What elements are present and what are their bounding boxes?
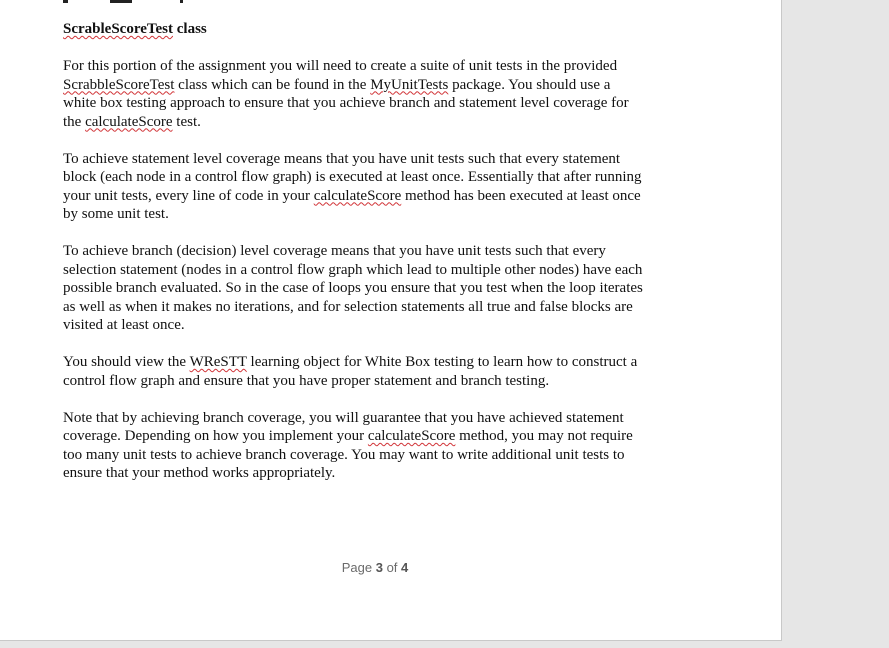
- text-line: [63, 409, 688, 428]
- section-heading: [63, 20, 688, 39]
- page-footer: [0, 560, 750, 575]
- text-line: [63, 261, 688, 280]
- text-run: white box testing approach to ensure that you achieve branch and statement level coverage for: [63, 95, 629, 111]
- misspelled-word: MyUnitTests: [370, 76, 449, 93]
- text-run: package. You should use a: [448, 76, 611, 93]
- text-run: method has been executed at least once: [401, 187, 641, 204]
- previous-line-fragment: [110, 0, 132, 3]
- text-run: learning object for White Box testing to learn how to construct a: [246, 354, 638, 370]
- document-body[interactable]: [63, 20, 688, 501]
- text-line: [63, 316, 688, 335]
- text-run: too many unit tests to achieve branch coverage. You may want to write additional unit tests to: [63, 446, 625, 463]
- text-run: coverage. Depending on how you implement your: [63, 428, 368, 444]
- text-run: the: [63, 113, 86, 130]
- text-run: control flow graph and ensure that you have proper statement and branch testing.: [63, 372, 550, 389]
- paragraph-4: [63, 353, 688, 390]
- text-run: by some unit test.: [63, 206, 169, 222]
- misspelled-word: calculateScore: [367, 428, 456, 444]
- paragraph-3: [63, 242, 688, 335]
- text-line: [63, 427, 688, 446]
- text-line: [63, 113, 688, 132]
- text-line: [63, 372, 688, 391]
- text-run: ensure that your method works appropriately.: [63, 465, 336, 481]
- text-run: Note that by achieving branch coverage, you will guarantee that you have achieved statement: [63, 409, 624, 426]
- text-line: [63, 94, 688, 113]
- text-run: For this portion of the assignment you will need to create a suite of unit tests in the provided: [63, 58, 618, 74]
- paragraph-5: [63, 409, 688, 483]
- current-page-number: 3: [375, 560, 383, 575]
- text-run: your unit tests, every line of code in your: [63, 187, 314, 204]
- text-run: possible branch evaluated. So in the case of loops you ensure that you test when the loop iterates: [63, 280, 643, 296]
- misspelled-word: calculateScore: [313, 187, 402, 204]
- misspelled-word: ScrabbleScoreTest: [63, 76, 175, 93]
- text-run: selection statement (nodes in a control flow graph which lead to multiple other nodes) have each: [63, 261, 643, 278]
- page-label: Page: [341, 560, 373, 575]
- text-run: class which can be found in the: [174, 76, 371, 93]
- text-run: To achieve branch (decision) level coverage means that you have unit tests such that every: [63, 243, 606, 259]
- paragraph-1: [63, 57, 688, 131]
- total-pages-number: 4: [401, 560, 409, 575]
- text-run: visited at least once.: [63, 317, 185, 333]
- text-line: [63, 353, 688, 372]
- text-line: [63, 279, 688, 298]
- paragraphs-container: [63, 57, 688, 483]
- text-line: [63, 150, 688, 169]
- text-line: [63, 205, 688, 224]
- misspelled-word: calculateScore: [85, 113, 173, 130]
- paragraph-2: [63, 150, 688, 224]
- text-run: You should view the: [63, 354, 190, 370]
- previous-line-fragment: [180, 0, 183, 3]
- text-run: method, you may not require: [455, 428, 633, 444]
- text-line: [63, 187, 688, 206]
- text-line: [63, 76, 688, 95]
- text-line: [63, 57, 688, 76]
- text-run: block (each node in a control flow graph) is executed at least once. Essentially that after running: [63, 169, 642, 185]
- text-line: [63, 464, 688, 483]
- text-line: [63, 242, 688, 261]
- text-line: [63, 168, 688, 187]
- heading-suffix: class: [173, 21, 207, 37]
- previous-line-fragment: [63, 0, 68, 3]
- text-run: test.: [172, 113, 201, 130]
- misspelled-word: WReSTT: [189, 354, 247, 370]
- page-of-label: of: [386, 560, 398, 575]
- text-run: as well as when it makes no iterations, and for selection statements all true and false blocks are: [63, 298, 633, 315]
- text-line: [63, 446, 688, 465]
- text-run: To achieve statement level coverage means that you have unit tests such that every statement: [63, 150, 621, 167]
- text-line: [63, 298, 688, 317]
- heading-class-name: ScrableScoreTest: [63, 21, 173, 37]
